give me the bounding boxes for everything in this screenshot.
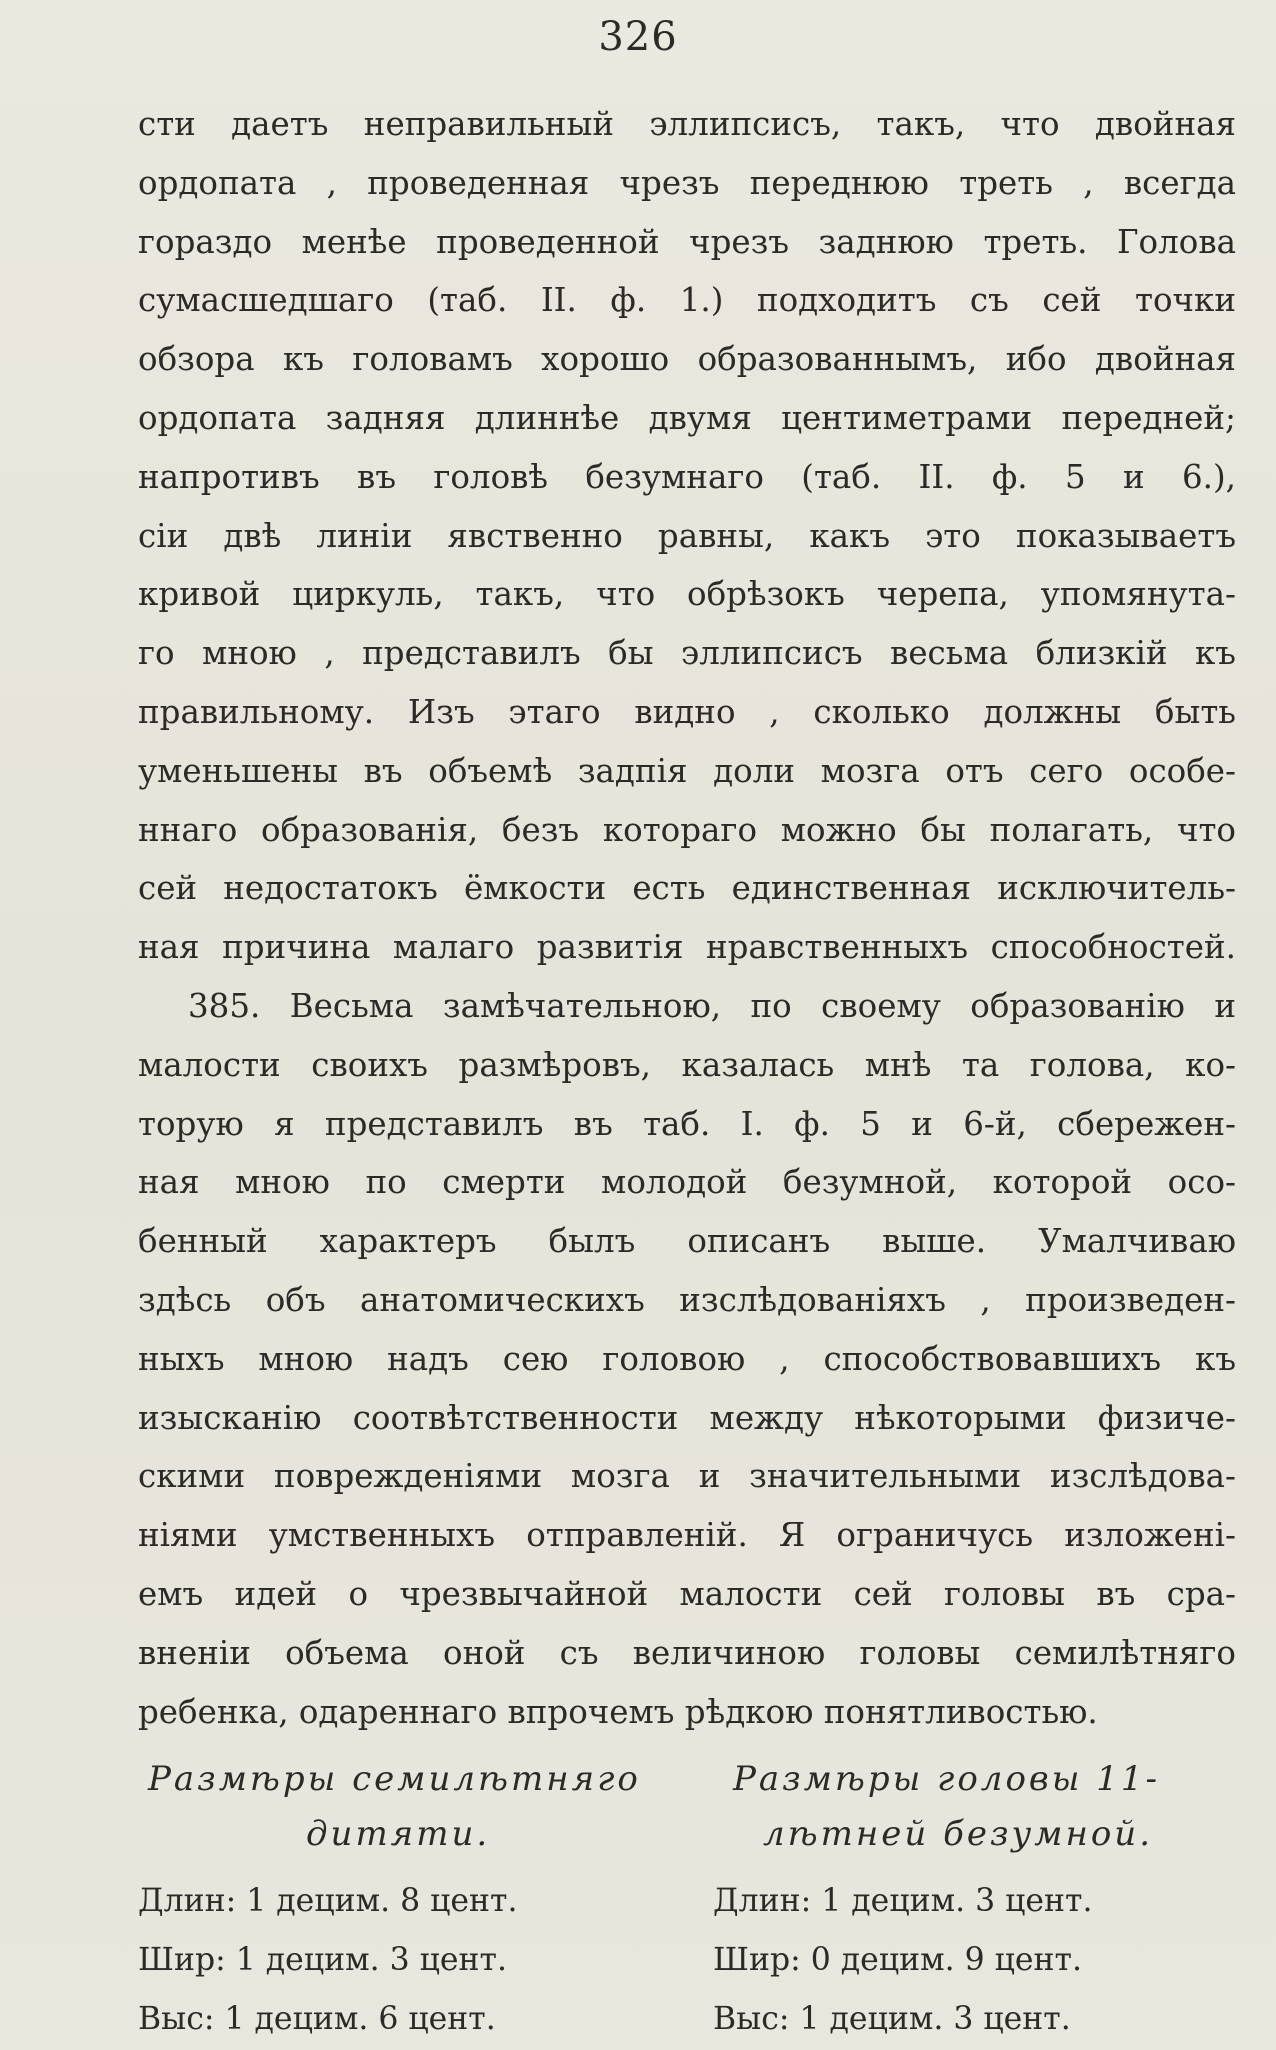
measurement-row: Шир: 0 децим. 9 цент. <box>713 1942 1082 1978</box>
text-line: сей недостатокъ ёмкости есть единственная исключитель- <box>138 869 1236 908</box>
paragraph-385-line: ребенка, одареннаго впрочемъ рѣдкою понятливостью. <box>138 1692 1098 1731</box>
measurement-list <box>713 1872 1236 2049</box>
table-heading-line: лѣтней безумной. <box>763 1814 1154 1854</box>
measurement-row: Длин: 1 децим. 3 цент. <box>713 1883 1093 1919</box>
table-heading <box>138 1752 678 1862</box>
measurement-row: Шир: 1 децим. 3 цент. <box>138 1942 507 1978</box>
table-heading <box>713 1752 1236 1862</box>
text-line: сти даетъ неправильный эллипсисъ, такъ, что двойная <box>138 105 1236 143</box>
text-line: кривой циркуль, такъ, что обрѣзокъ черепа, упомянута- <box>138 575 1236 614</box>
child-measurements-table <box>138 1752 678 2049</box>
paragraph-385-line: малости своихъ размѣровъ, казалась мнѣ та голова, ко- <box>138 1045 1236 1084</box>
measurement-row: Длин: 1 децим. 8 цент. <box>138 1883 518 1919</box>
table-heading-line: дитяти. <box>306 1814 491 1854</box>
body-text <box>138 95 1236 1741</box>
table-heading-line: Размѣры семилѣтняго <box>148 1759 641 1799</box>
paragraph-385-line: вненіи объема оной съ величиною головы семилѣтняго <box>138 1633 1236 1672</box>
paragraph-385-line: емъ идей о чрезвычайной малости сей головы въ сра- <box>138 1574 1236 1613</box>
paragraph-385-line: здѣсь объ анатомическихъ изслѣдованіяхъ , произведен- <box>138 1280 1236 1319</box>
measurement-list <box>138 1872 678 2049</box>
text-line: обзора къ головамъ хорошо образованнымъ, ибо двойная <box>138 340 1236 379</box>
text-line: уменьшены въ объемѣ задпія доли мозга отъ сего особе- <box>138 751 1236 790</box>
text-line: гораздо менѣе проведенной чрезъ заднюю треть. Голова <box>138 222 1236 261</box>
text-line: ная причина малаго развитія нравственныхъ способностей. <box>138 928 1236 967</box>
text-line: ордопата задняя длиннѣе двумя центиметрами передней; <box>138 398 1236 437</box>
page-number: 326 <box>598 14 678 60</box>
measurement-row: Выс: 1 децим. 3 цент. <box>713 2001 1071 2037</box>
paragraph-385-line: ныхъ мною надъ сею головою , способствовавшихъ къ <box>138 1339 1236 1378</box>
paragraph-385-line: ніями умственныхъ отправленій. Я ограничусь изложені- <box>138 1516 1236 1555</box>
text-line: правильному. Изъ этаго видно , сколько должны быть <box>138 692 1236 731</box>
text-line: ннаго образованія, безъ котораго можно бы полагать, что <box>138 810 1236 849</box>
paragraph-385-line: бенный характеръ былъ описанъ выше. Умалчиваю <box>138 1222 1236 1261</box>
text-line: сумасшедшаго (таб. II. ф. 1.) подходитъ съ сей точки <box>138 281 1236 320</box>
text-line: го мною , представилъ бы эллипсисъ весьма близкій къ <box>138 634 1236 673</box>
table-heading-line: Размѣры головы 11- <box>733 1759 1160 1799</box>
insane-head-measurements-table <box>713 1752 1236 2049</box>
paragraph-385-line: ная мною по смерти молодой безумной, которой осо- <box>138 1163 1236 1202</box>
text-line: ордопата , проведенная чрезъ переднюю треть , всегда <box>138 163 1236 202</box>
paragraph-385-line: 385. Весьма замѣчательною, по своему образованію и <box>188 986 1236 1025</box>
paragraph-385-line: изысканію соотвѣтственности между нѣкоторыми физиче- <box>138 1398 1236 1437</box>
paragraph-385-line: торую я представилъ въ таб. I. ф. 5 и 6-й, сбережен- <box>138 1104 1236 1143</box>
measurements-section <box>138 1752 1236 2042</box>
measurement-row: Выс: 1 децим. 6 цент. <box>138 2001 496 2037</box>
paragraph-385-line: скими поврежденіями мозга и значительными изслѣдова- <box>138 1457 1236 1496</box>
text-line: напротивъ въ головѣ безумнаго (таб. II. ф. 5 и 6.), <box>138 457 1236 496</box>
text-line: сіи двѣ линіи явственно равны, какъ это показываетъ <box>138 516 1236 555</box>
